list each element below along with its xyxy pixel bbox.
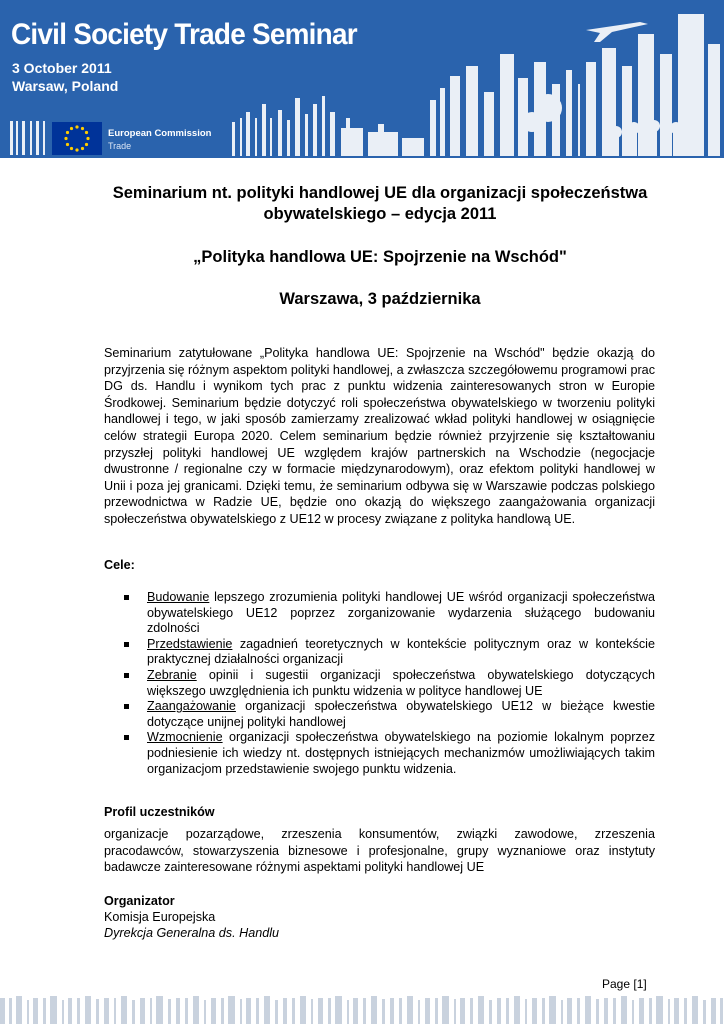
bullet-icon bbox=[124, 595, 129, 600]
participants-text: organizacje pozarządowe, zrzeszenia konsumentów, związki zawodowe, zrzeszenia pracodawców, stowarzyszenia biznesowe i profesjonalne, grupy wyznaniowe oraz instytuty badawcze zainteresowane różnymi aspektami polityki handlowej UE bbox=[104, 827, 655, 875]
page-number: Page [1] bbox=[602, 977, 647, 991]
bullet-icon bbox=[124, 642, 129, 647]
eu-flag-icon bbox=[52, 122, 102, 155]
goal-item bbox=[104, 699, 655, 730]
goals-label: Cele: bbox=[104, 558, 135, 572]
banner-title: Civil Society Trade Seminar bbox=[11, 18, 357, 51]
goal-text: zagadnień teoretycznych w kontekście politycznym oraz w kontekście praktycznej działalności organizacji bbox=[147, 636, 655, 667]
goal-text: lepszego zrozumienia polityki handlowej UE wśród organizacji społeczeństwa obywatelskiego UE12 poprzez zorganizowanie wydarzenia służącego budowaniu zdolności bbox=[147, 590, 655, 636]
footer-stripes bbox=[0, 996, 724, 1024]
goal-item bbox=[104, 668, 655, 699]
intro-paragraph: Seminarium zatytułowane „Polityka handlowa UE: Spojrzenie na Wschód" będzie okazją do przyjrzenia się różnym aspektom polityki handlowej, a zwłaszcza szczegółowemu programowi prac DG ds. Handlu i wynikom tych prac z punktu widzenia zainteresowanych stron w Europie Środkowej. Seminarium będzie dotyczyć roli społeczeństwa obywatelskiego w tworzeniu polityki handlowej i tego, w jaki sposób zamierzamy zrealizować wkład polityki handlowej w osiągnięcie celów strategii Europa 2020. Celem seminarium będzie również przyjrzenie się kształtowaniu przyszłej polityki handlowej UE względem krajów partnerskich na Wschodzie (negocjacje dwustronne / regionalne czy w formacie międzynarodowym), oraz efektom polityki handlowej w Unii i poza jej granicami. Dzięki temu, że seminarium odbywa się w Warszawie podczas polskiego przewodnictwa w Radzie UE, będzie ono okazją do większego zaangażowania organizacji społeczeństwa obywatelskiego z UE12 w procesy związane z polityka handlową UE. bbox=[104, 346, 655, 526]
header-banner bbox=[0, 0, 724, 158]
goal-text: organizacji społeczeństwa obywatelskiego UE12 w bieżące kwestie dotyczące unijnej polityki handlowej bbox=[147, 699, 655, 729]
participants-label: Profil uczestników bbox=[104, 805, 215, 819]
organizer-label: Organizator bbox=[104, 894, 175, 908]
bullet-icon bbox=[124, 673, 129, 678]
seminar-date-location: Warszawa, 3 października bbox=[279, 290, 481, 308]
commission-label: European Commission bbox=[108, 128, 212, 139]
commission-department: Trade bbox=[108, 141, 132, 151]
goal-keyword: Przedstawienie bbox=[147, 636, 233, 651]
goal-keyword: Budowanie bbox=[147, 590, 210, 604]
goal-item bbox=[104, 730, 655, 777]
document-title: Seminarium nt. polityki handlowej UE dla organizacji społeczeństwa obywatelskiego – edycja 2011 bbox=[112, 184, 648, 223]
goal-keyword: Wzmocnienie bbox=[147, 730, 223, 745]
goal-text: organizacji społeczeństwa obywatelskiego na poziomie lokalnym poprzez podniesienie ich wiedzy nt. dostępnych istniejących mechanizmów umożliwiających takim organizacjom przedstawienie swojego punktu widzenia. bbox=[147, 730, 655, 776]
bullet-icon bbox=[124, 704, 129, 709]
goal-item bbox=[104, 590, 655, 637]
banner-date: 3 October 2011 bbox=[12, 60, 112, 76]
goal-keyword: Zebranie bbox=[147, 667, 197, 682]
banner-location: Warsaw, Poland bbox=[12, 78, 119, 94]
seminar-subtitle: „Polityka handlowa UE: Spojrzenie na Wschód" bbox=[193, 248, 567, 266]
goal-text: opinii i sugestii organizacji społeczeństwa obywatelskiego dotyczących większego uwzględnienia ich punktu widzenia w polityce handlowej UE bbox=[147, 667, 655, 698]
organizer-name: Komisja Europejska bbox=[104, 910, 216, 924]
goal-keyword: Zaangażowanie bbox=[147, 699, 236, 714]
goal-item bbox=[104, 637, 655, 668]
goals-list bbox=[104, 590, 655, 777]
bullet-icon bbox=[124, 735, 129, 740]
organizer-department: Dyrekcja Generalna ds. Handlu bbox=[104, 926, 280, 940]
